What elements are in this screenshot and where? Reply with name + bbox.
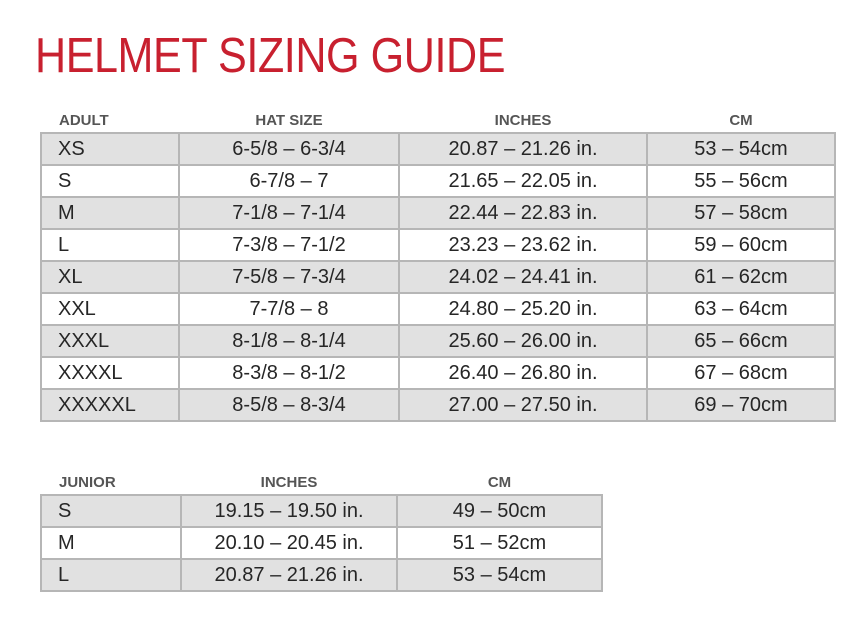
junior-table-body — [41, 495, 602, 591]
junior-header-inches: INCHES — [260, 473, 318, 491]
adult-size-table — [40, 108, 836, 422]
junior-size-table — [40, 470, 603, 592]
adult-header-hat-size: HAT SIZE — [255, 111, 323, 129]
adult-cell-inches: 24.02 – 24.41 in. — [399, 261, 647, 293]
adult-table-body — [41, 133, 835, 421]
adult-cell-size: XS — [41, 133, 179, 165]
adult-cell-inches: 23.23 – 23.62 in. — [399, 229, 647, 261]
junior-cell-inches: 20.87 – 21.26 in. — [181, 559, 397, 591]
adult-cell-cm: 59 – 60cm — [647, 229, 835, 261]
junior-cell-cm: 53 – 54cm — [397, 559, 602, 591]
adult-cell-inches: 27.00 – 27.50 in. — [399, 389, 647, 421]
adult-table-row — [41, 133, 835, 165]
adult-cell-size: XXXXL — [41, 357, 179, 389]
adult-cell-inches: 20.87 – 21.26 in. — [399, 133, 647, 165]
adult-table-row — [41, 357, 835, 389]
adult-cell-hat: 7-7/8 – 8 — [179, 293, 399, 325]
adult-cell-cm: 61 – 62cm — [647, 261, 835, 293]
adult-table-row — [41, 389, 835, 421]
adult-header-row — [41, 108, 835, 133]
adult-cell-inches: 25.60 – 26.00 in. — [399, 325, 647, 357]
adult-cell-inches: 22.44 – 22.83 in. — [399, 197, 647, 229]
adult-cell-hat: 6-7/8 – 7 — [179, 165, 399, 197]
junior-cell-size: L — [41, 559, 181, 591]
junior-header-size: JUNIOR — [59, 473, 116, 491]
adult-cell-hat: 6-5/8 – 6-3/4 — [179, 133, 399, 165]
adult-cell-cm: 55 – 56cm — [647, 165, 835, 197]
junior-cell-inches: 19.15 – 19.50 in. — [181, 495, 397, 527]
adult-cell-cm: 63 – 64cm — [647, 293, 835, 325]
adult-cell-hat: 7-1/8 – 7-1/4 — [179, 197, 399, 229]
junior-table-row — [41, 527, 602, 559]
adult-header-cm: CM — [729, 111, 753, 129]
adult-header-inches: INCHES — [494, 111, 552, 129]
adult-cell-cm: 53 – 54cm — [647, 133, 835, 165]
adult-cell-size: XXL — [41, 293, 179, 325]
junior-cell-cm: 51 – 52cm — [397, 527, 602, 559]
junior-cell-size: M — [41, 527, 181, 559]
adult-cell-size: XL — [41, 261, 179, 293]
adult-table-row — [41, 325, 835, 357]
adult-cell-cm: 65 – 66cm — [647, 325, 835, 357]
adult-cell-size: XXXXXL — [41, 389, 179, 421]
adult-table-row — [41, 165, 835, 197]
adult-cell-cm: 57 – 58cm — [647, 197, 835, 229]
adult-cell-hat: 8-5/8 – 8-3/4 — [179, 389, 399, 421]
adult-cell-size: XXXL — [41, 325, 179, 357]
adult-cell-inches: 21.65 – 22.05 in. — [399, 165, 647, 197]
adult-cell-cm: 69 – 70cm — [647, 389, 835, 421]
junior-table-row — [41, 559, 602, 591]
junior-cell-size: S — [41, 495, 181, 527]
junior-cell-cm: 49 – 50cm — [397, 495, 602, 527]
adult-header-size: ADULT — [59, 111, 109, 129]
adult-cell-size: S — [41, 165, 179, 197]
adult-cell-inches: 26.40 – 26.80 in. — [399, 357, 647, 389]
page-title: HELMET SIZING GUIDE — [35, 29, 506, 83]
junior-cell-inches: 20.10 – 20.45 in. — [181, 527, 397, 559]
adult-cell-hat: 8-1/8 – 8-1/4 — [179, 325, 399, 357]
adult-cell-cm: 67 – 68cm — [647, 357, 835, 389]
adult-cell-hat: 7-5/8 – 7-3/4 — [179, 261, 399, 293]
adult-cell-size: M — [41, 197, 179, 229]
adult-cell-hat: 8-3/8 – 8-1/2 — [179, 357, 399, 389]
junior-header-cm: CM — [487, 473, 512, 491]
junior-table-row — [41, 495, 602, 527]
adult-cell-size: L — [41, 229, 179, 261]
adult-table-row — [41, 293, 835, 325]
adult-table-row — [41, 261, 835, 293]
adult-cell-inches: 24.80 – 25.20 in. — [399, 293, 647, 325]
adult-table-row — [41, 229, 835, 261]
adult-table-row — [41, 197, 835, 229]
adult-cell-hat: 7-3/8 – 7-1/2 — [179, 229, 399, 261]
junior-header-row — [41, 470, 602, 495]
